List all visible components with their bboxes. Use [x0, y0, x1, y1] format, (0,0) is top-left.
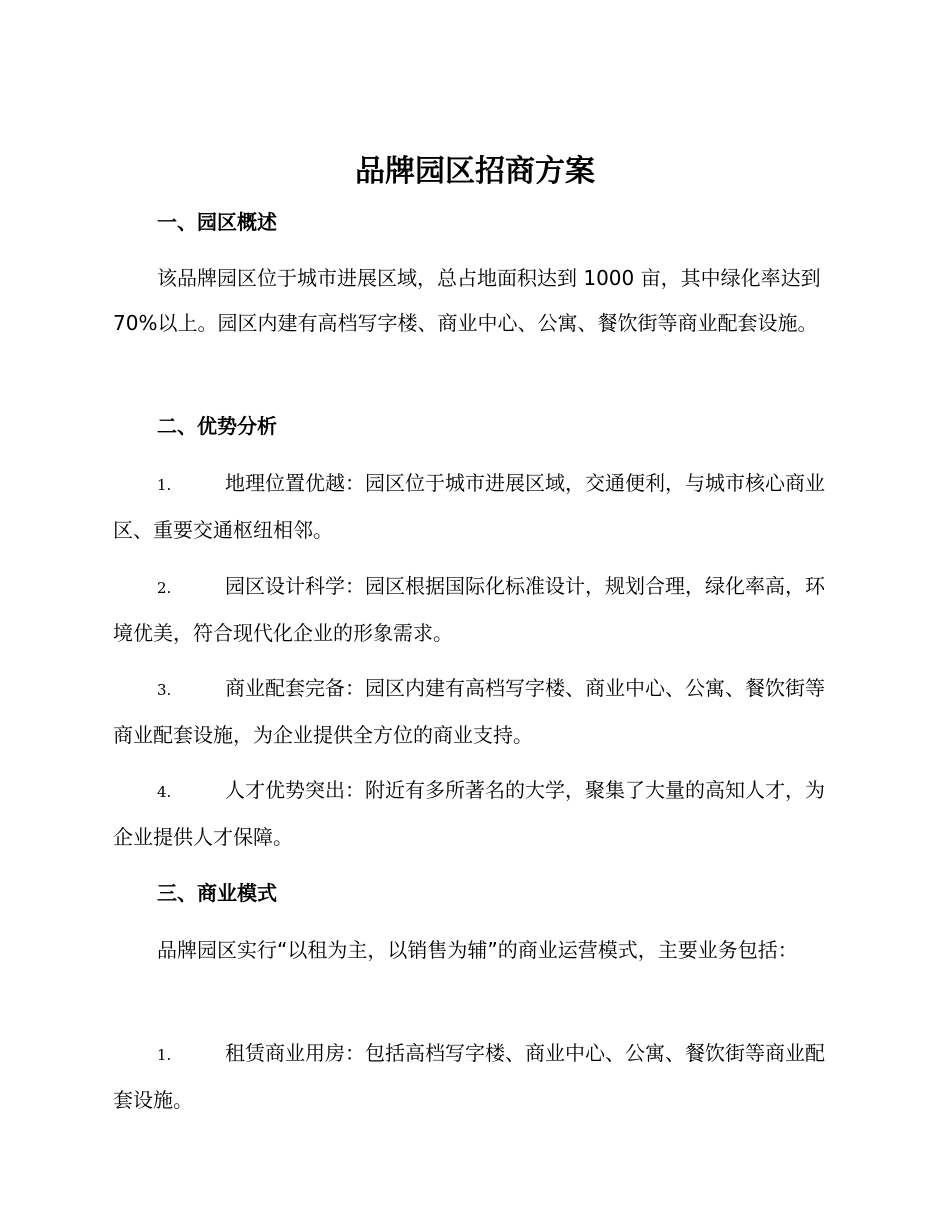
section-heading-business-model: 三、商业模式	[157, 881, 277, 905]
list-number: 2.	[157, 579, 172, 597]
business-item	[113, 1031, 833, 1123]
list-number: 1.	[157, 476, 172, 494]
list-number: 3.	[157, 681, 172, 699]
advantage-item	[113, 461, 833, 553]
section-heading-advantages: 二、优势分析	[157, 414, 277, 438]
list-item-text: 园区设计科学：园区根据国际化标准设计，规划合理，绿化率高，环境优美，符合现代化企业的形象需求。	[113, 574, 825, 645]
section-heading-overview: 一、园区概述	[157, 210, 277, 234]
overview-paragraph: 该品牌园区位于城市进展区域，总占地面积达到 1000 亩，其中绿化率达到 70%以上。园区内建有高档写字楼、商业中心、公寓、餐饮街等商业配套设施。	[113, 266, 821, 335]
advantage-item	[113, 768, 833, 860]
list-item-text: 地理位置优越：园区位于城市进展区域，交通便利，与城市核心商业区、重要交通枢纽相邻。	[113, 471, 825, 542]
business-model-paragraph: 品牌园区实行“以租为主，以销售为辅”的商业运营模式，主要业务包括：	[157, 938, 798, 962]
advantage-item	[113, 666, 833, 758]
list-number: 1.	[157, 1046, 172, 1064]
list-item-text: 租赁商业用房：包括高档写字楼、商业中心、公寓、餐饮街等商业配套设施。	[113, 1041, 825, 1112]
list-number: 4.	[157, 783, 172, 801]
document-title: 品牌园区招商方案	[355, 154, 595, 189]
list-item-text: 商业配套完备：园区内建有高档写字楼、商业中心、公寓、餐饮街等商业配套设施，为企业提供全方位的商业支持。	[113, 676, 825, 747]
advantage-item	[113, 564, 833, 656]
list-item-text: 人才优势突出：附近有多所著名的大学，聚集了大量的高知人才，为企业提供人才保障。	[113, 778, 825, 849]
